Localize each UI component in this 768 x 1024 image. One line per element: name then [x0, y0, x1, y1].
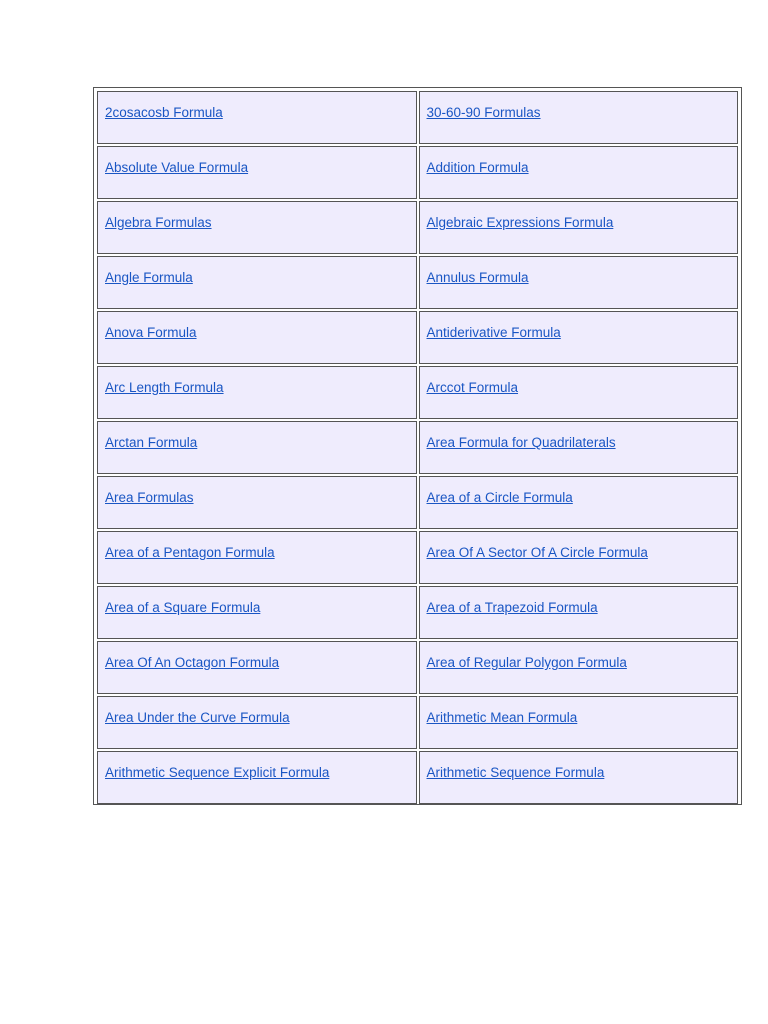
- formula-link[interactable]: Arithmetic Sequence Explicit Formula: [105, 765, 330, 780]
- formula-link[interactable]: Angle Formula: [105, 270, 193, 285]
- table-cell: [419, 586, 739, 639]
- table-cell: [419, 91, 739, 144]
- table-cell: [97, 531, 417, 584]
- table-cell: [419, 641, 739, 694]
- formula-link[interactable]: Arithmetic Mean Formula: [426, 710, 578, 725]
- table-row: [97, 641, 738, 694]
- formula-link[interactable]: Area of Regular Polygon Formula: [426, 655, 627, 670]
- formula-link[interactable]: Arc Length Formula: [105, 380, 224, 395]
- table-cell: [97, 421, 417, 474]
- formula-link[interactable]: 2cosacosb Formula: [105, 105, 223, 120]
- table-row: [97, 476, 738, 529]
- formula-link[interactable]: Area of a Square Formula: [105, 600, 261, 615]
- table-cell: [419, 201, 739, 254]
- table-cell: [419, 531, 739, 584]
- table-cell: [419, 421, 739, 474]
- table-cell: [97, 586, 417, 639]
- table-cell: [97, 146, 417, 199]
- table-row: [97, 366, 738, 419]
- table-cell: [419, 146, 739, 199]
- table-row: [97, 586, 738, 639]
- formula-link[interactable]: Area Of An Octagon Formula: [105, 655, 280, 670]
- table-cell: [97, 751, 417, 804]
- formula-link[interactable]: Algebra Formulas: [105, 215, 212, 230]
- table-row: [97, 201, 738, 254]
- table-cell: [419, 311, 739, 364]
- formula-link[interactable]: Area Formula for Quadrilaterals: [426, 435, 616, 450]
- formula-link[interactable]: Arctan Formula: [105, 435, 198, 450]
- formula-link[interactable]: Area Under the Curve Formula: [105, 710, 290, 725]
- table-cell: [97, 256, 417, 309]
- formula-link[interactable]: Algebraic Expressions Formula: [426, 215, 614, 230]
- formula-link[interactable]: Addition Formula: [426, 160, 529, 175]
- formula-table: [95, 89, 740, 806]
- formula-link[interactable]: Area of a Circle Formula: [426, 490, 573, 505]
- formula-link[interactable]: Area Formulas: [105, 490, 194, 505]
- table-cell: [419, 476, 739, 529]
- formula-link[interactable]: Area of a Pentagon Formula: [105, 545, 275, 560]
- table-row: [97, 91, 738, 144]
- formula-table-frame: [93, 87, 742, 805]
- formula-link[interactable]: 30-60-90 Formulas: [426, 105, 541, 120]
- formula-link[interactable]: Annulus Formula: [426, 270, 529, 285]
- table-cell: [97, 366, 417, 419]
- table-cell: [419, 751, 739, 804]
- formula-link[interactable]: Area of a Trapezoid Formula: [426, 600, 598, 615]
- table-row: [97, 311, 738, 364]
- table-cell: [97, 201, 417, 254]
- formula-link[interactable]: Arccot Formula: [426, 380, 519, 395]
- table-cell: [97, 311, 417, 364]
- table-row: [97, 146, 738, 199]
- formula-link[interactable]: Area Of A Sector Of A Circle Formula: [426, 545, 648, 560]
- table-cell: [419, 256, 739, 309]
- table-row: [97, 751, 738, 804]
- formula-link[interactable]: Antiderivative Formula: [426, 325, 561, 340]
- formula-link[interactable]: Arithmetic Sequence Formula: [426, 765, 605, 780]
- table-cell: [419, 696, 739, 749]
- formula-table-body: [97, 91, 738, 804]
- formula-link[interactable]: Absolute Value Formula: [105, 160, 249, 175]
- table-cell: [97, 696, 417, 749]
- table-cell: [97, 641, 417, 694]
- table-row: [97, 531, 738, 584]
- table-row: [97, 421, 738, 474]
- table-cell: [97, 476, 417, 529]
- table-cell: [97, 91, 417, 144]
- table-row: [97, 696, 738, 749]
- formula-link[interactable]: Anova Formula: [105, 325, 197, 340]
- table-cell: [419, 366, 739, 419]
- table-row: [97, 256, 738, 309]
